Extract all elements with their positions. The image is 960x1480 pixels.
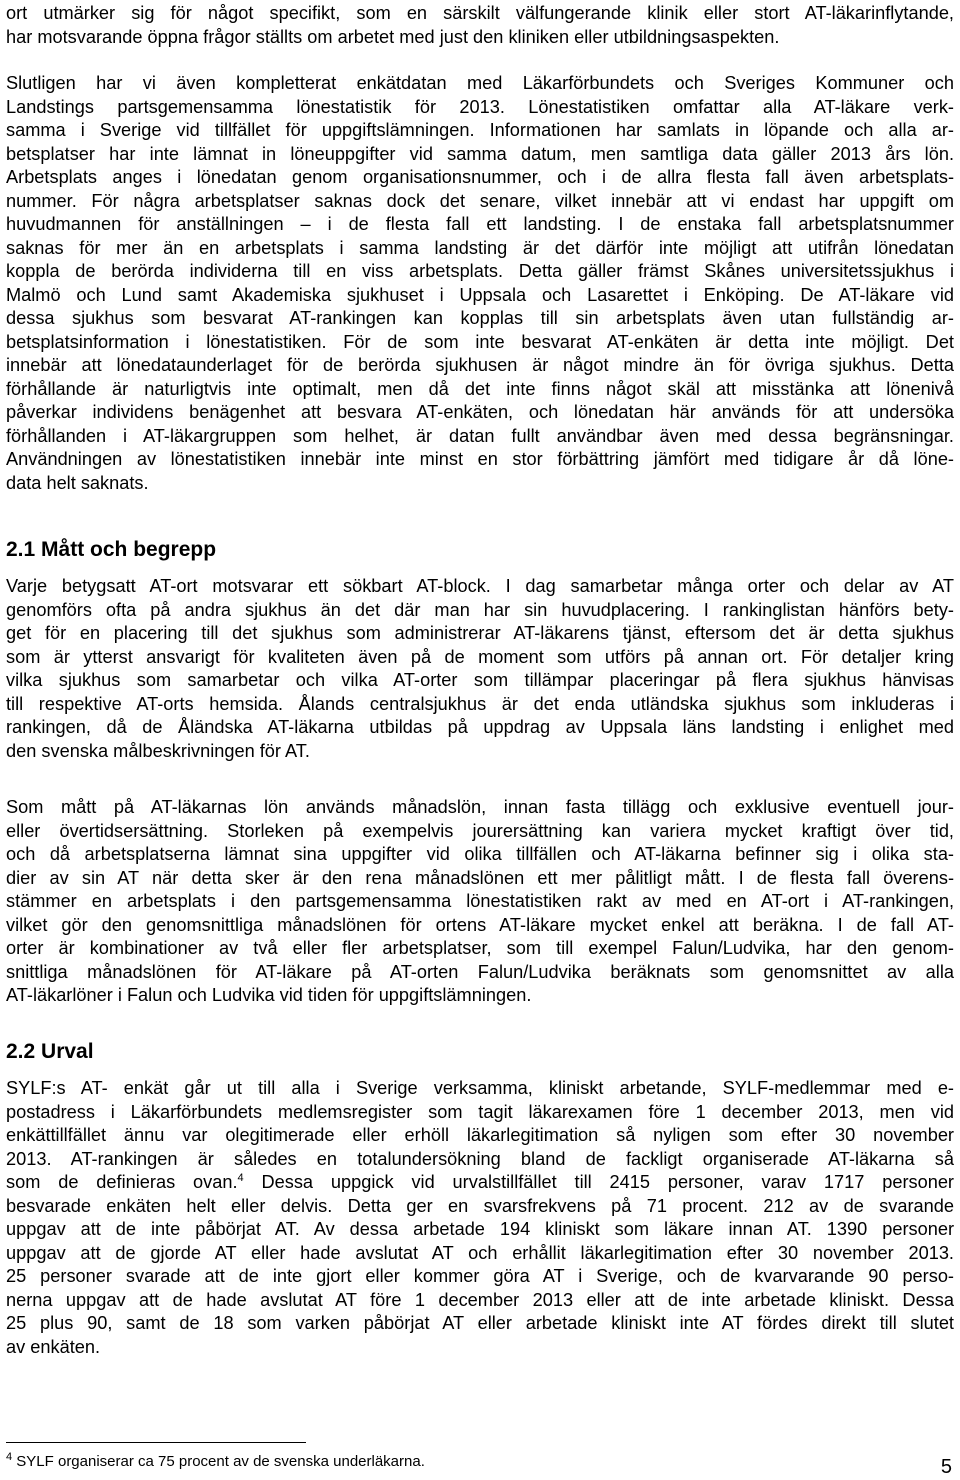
text-line: har motsvarande öppna frågor ställts om arbetet med just den kliniken eller utbildningsaspekten. [6,26,780,47]
footnote-reference: 4 [237,1171,244,1184]
text-line: samma i Sverige vid tillfället för uppgiftslämningen. Informationen har samlats in löpande och alla ar- [6,120,954,140]
text-line: data helt saknats. [6,472,149,493]
text-line: snittliga månadslönen för AT-läkare på AT-orten Falun/Ludvika beräknats som genomsnittet av alla [6,961,954,982]
text-line: uppgav att de inte påbörjat AT. Av dessa arbetade 194 kliniskt som läkare innan AT. 1390 personer [6,1219,954,1239]
text-line: enkättillfället ännu var olegitimerade eller erhöll läkarlegitimation så nyligen som efter 30 november [6,1125,954,1145]
section-heading-2-1: 2.1 Mått och begrepp [6,538,217,561]
text-line: Varje betygsatt AT-ort motsvarar ett sökbart AT-block. I dag samarbetar många orter och delar av AT [6,576,954,596]
text-line: dessa sjukhus som besvarat AT-rankingen kan kopplas till sin arbetsplats även utan fullständig ar- [6,308,954,328]
text-line: som de definieras ovan.$^4$ Dessa uppgick vid urvalstillfället till 2415 personer, varav 1717 personer [6,1171,954,1192]
text-line: som är ytterst ansvarigt för kvaliteten även på de moment som utförs på annan ort. För detaljer kring [6,646,954,667]
text-line: Användningen av lönestatistiken innebär inte minst en stor förbättring jämfört med tidigare år då löne- [6,449,954,469]
text-line: huvudmannen för anställningen – i de flesta fall ett landsting. I de enstaka fall arbetsplatsnummer [6,214,954,234]
text-line: 25 personer svarade att de inte gjort eller kommer göra AT i Sverige, och de kvarvarande 90 perso- [6,1266,954,1286]
text-line: och då arbetsplatserna lämnat sina uppgifter vid olika tillfällen och AT-läkarna befinner sig i olika sta- [6,844,954,864]
text-line: SYLF:s AT- enkät går ut till alla i Sverige verksamma, kliniskt arbetande, SYLF-medlemmar med e- [6,1078,954,1098]
text-line: dier av sin AT när detta sker är den rena månadslönen ett mer pålitligt mått. I de flesta fall överens- [6,867,954,888]
paragraph-salary-statistics [6,72,954,495]
text-line: av enkäten. [6,1336,101,1357]
text-line: Arbetsplats anges i lönedatan genom organisationsnummer, och i de allra flesta fall även arbetsplats- [6,167,954,187]
text-line: genomförs ofta på andra sjukhus än det där man har sin huvudplacering. I rankinglistan hänförs bety- [6,599,954,620]
footnote-text: SYLF organiserar ca 75 procent av de svenska underläkarna. [12,1453,425,1470]
text-line: nummer. För några arbetsplatser saknas dock det senare, vilket innebär att vi endast har uppgift om [6,190,954,211]
text-line: Slutligen har vi även kompletterat enkätdatan med Läkarförbundets och Sveriges Kommuner och [6,73,954,93]
text-line: stämmer en arbetsplats i den partsgemensamma lönestatistiken rakt av med en AT-ort i AT-rankingen, [6,891,954,911]
text-line: förhållande är naturligtvis inte optimalt, men då det inte finns något skäl att misstänka att lönenivå [6,378,954,399]
text-line: AT-läkarlöner i Falun och Ludvika vid tiden för uppgiftslämningen. [6,985,532,1005]
text-line: påverkar individens benägenhet att besvara AT-enkäten, och lönedatan här används för att undersöka [6,402,954,422]
text-line: rankingen, då de Åländska AT-läkarna utbildas på uppdrag av Uppsala läns landsting i enlighet med [6,717,954,737]
text-line: betsplatser har inte lämnat in löneuppgifter vid samma datum, men samtliga data gäller 2013 års lön. [6,143,954,164]
text-line: förhållanden i AT-läkargruppen som helhet, är datan fullt användbar även med dessa begränsningar. [6,425,954,446]
page-number: 5 [940,1456,952,1478]
text-line: besvarade enkäten helt eller delvis. Detta ger en svarsfrekvens på 71 procent. 212 av de svarande [6,1195,954,1216]
paragraph-salary-measure [6,796,954,1008]
paragraph-measures-definitions [6,575,954,763]
text-line: 2013. AT-rankingen är således en totalundersökning bland de fackligt organiserade AT-läkarna så [6,1148,954,1169]
text-line: vilka sjukhus som samarbetar och vilka AT-orter som tillämpar placeringar på flera sjukhus hänvisas [6,670,954,690]
text-line: get för en placering till det sjukhus som administrerar AT-läkarens tjänst, eftersom det är detta sjukhus [6,623,954,643]
text-line: innebär att lönedataunderlaget för de berörda sjukhusen är något mindre än för övriga sjukhus. Detta [6,355,954,375]
text-line: nerna uppgav att de hade avslutat AT före 1 december 2013 eller att de inte arbetade kliniskt. Dessa [6,1289,954,1310]
text-line: 25 plus 90, samt de 18 som varken påbörjat AT eller arbetade kliniskt inte AT fördes direkt till slutet [6,1313,954,1333]
text-line: eller övertidsersättning. Storleken på exempelvis jourersättning kan variera mycket kraftigt över tid, [6,820,954,841]
text-line: till respektive AT-orts hemsida. Ålands centralsjukhus är det enda utländska sjukhus som inkluderas i [6,693,954,714]
footnote-divider [6,1442,306,1443]
text-line: Som mått på AT-läkarnas lön används månadslön, innan fasta tillägg och exklusive eventuell jour- [6,797,954,817]
text-line: saknas för mer än en arbetsplats i samma landsting är det därför inte möjligt att utifrån lönedatan [6,237,954,258]
text-line: Malmö och Lund samt Akademiska sjukhuset i Uppsala och Lasarettet i Enköping. De AT-läkare vid [6,284,954,305]
paragraph-intro-continued [6,2,954,49]
text-line: betsplatsinformation i lönestatistiken. För de som inte besvarat AT-enkäten är detta inte möjligt. Det [6,331,954,352]
text-line: orter är kombinationer av två eller fler arbetsplatser, som till exempel Falun/Ludvika, har den genom- [6,938,954,958]
text-line: ort utmärker sig för något specifikt, som en särskilt välfungerande klinik eller stort AT-läkarinflytande, [6,3,954,23]
footnote-marker: 4 [6,1451,13,1463]
text-line: vilket gör den genomsnittliga månadslönen för ortens AT-läkare mycket enkel att beräkna. I de fall AT- [6,914,954,935]
paragraph-sample [6,1077,954,1359]
text-line: postadress i Läkarförbundets medlemsregister som tagit läkarexamen före 1 december 2013, men vid [6,1101,954,1122]
text-line: uppgav att de gjorde AT eller hade avslutat AT och erhållit läkarlegitimation efter 30 november 2013. [6,1242,954,1263]
footnote [6,1452,425,1472]
text-line: koppla de berörda individerna till en viss arbetsplats. Detta gäller främst Skånes universitetssjukhus i [6,261,954,281]
text-line: Landstings partsgemensamma lönestatistik för 2013. Lönestatistiken omfattar alla AT-läkare verk- [6,96,954,117]
text-line: den svenska målbeskrivningen för AT. [6,740,310,761]
section-heading-2-2: 2.2 Urval [6,1040,94,1063]
